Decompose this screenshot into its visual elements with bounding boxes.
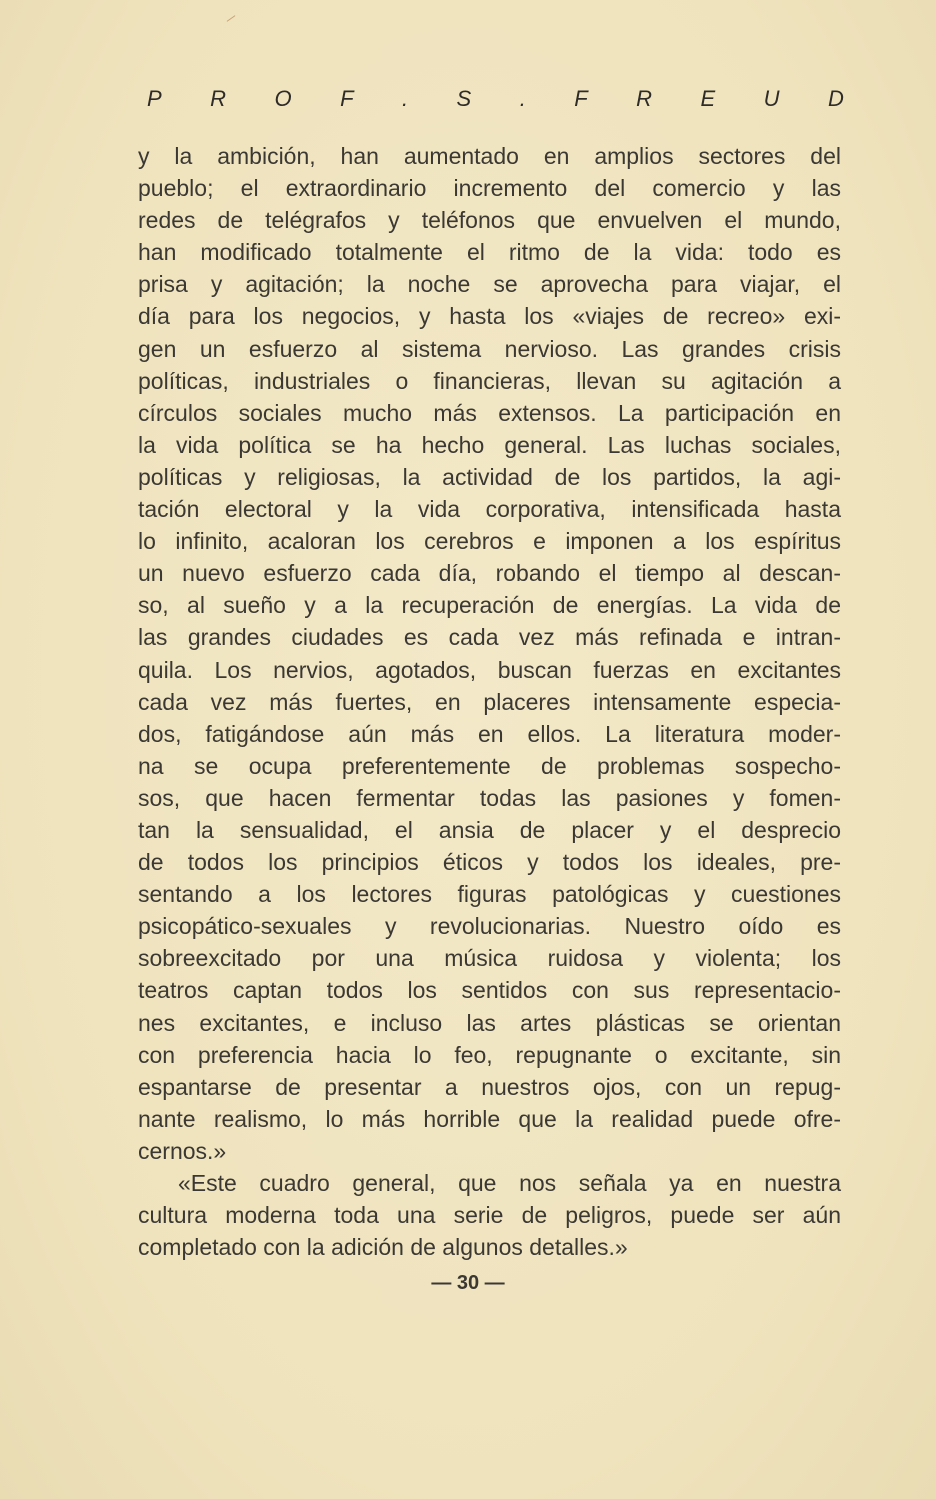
text-line: sentando a los lectores figuras patológicas y cuestiones bbox=[138, 881, 841, 908]
text-line: cernos.» bbox=[138, 1137, 227, 1164]
text-line: cada vez más fuertes, en placeres intensamente especia- bbox=[138, 688, 841, 715]
text-line: redes de telégrafos y teléfonos que envuelven el mundo, bbox=[138, 207, 841, 234]
text-line: teatros captan todos los sentidos con sus representacio- bbox=[138, 977, 841, 1004]
text-line: gen un esfuerzo al sistema nervioso. Las grandes crisis bbox=[138, 335, 841, 362]
header-letter: O bbox=[274, 86, 292, 111]
running-header bbox=[147, 86, 844, 112]
header-letter: F bbox=[574, 86, 588, 111]
text-line: día para los negocios, y hasta los «viajes de recreo» exi- bbox=[138, 303, 841, 330]
text-line: con preferencia hacia lo feo, repugnante o excitante, sin bbox=[138, 1041, 841, 1068]
header-letter: F bbox=[340, 86, 354, 111]
header-letter: E bbox=[700, 86, 716, 111]
body-text bbox=[138, 140, 841, 1263]
text-line: psicopático-sexuales y revolucionarias. Nuestro oído es bbox=[138, 913, 841, 940]
text-line: han modificado totalmente el ritmo de la vida: todo es bbox=[138, 239, 841, 266]
header-letter: R bbox=[636, 86, 653, 111]
pencil-mark bbox=[227, 15, 236, 22]
header-letter: U bbox=[763, 86, 780, 111]
text-line: pueblo; el extraordinario incremento del comercio y las bbox=[138, 175, 841, 202]
text-line: dos, fatigándose aún más en ellos. La literatura moder- bbox=[138, 720, 841, 747]
text-line: de todos los principios éticos y todos los ideales, pre- bbox=[138, 849, 841, 876]
text-line: y la ambición, han aumentado en amplios sectores del bbox=[138, 143, 841, 169]
text-line: cultura moderna toda una serie de peligros, puede ser aún bbox=[138, 1202, 841, 1229]
header-letter: . bbox=[519, 86, 526, 111]
header-letter: P bbox=[147, 86, 162, 111]
header-letter: S bbox=[456, 86, 472, 111]
text-line: nes excitantes, e incluso las artes plásticas se orientan bbox=[138, 1009, 841, 1036]
text-line: políticas, industriales o financieras, llevan su agitación a bbox=[138, 367, 841, 394]
text-line: nante realismo, lo más horrible que la realidad puede ofre- bbox=[138, 1105, 841, 1132]
text-line: «Este cuadro general, que nos señala ya en nuestra bbox=[178, 1170, 841, 1196]
text-line: lo infinito, acaloran los cerebros e imponen a los espíritus bbox=[138, 528, 841, 555]
text-line: políticas y religiosas, la actividad de los partidos, la agi- bbox=[138, 463, 841, 490]
header-letter: R bbox=[210, 86, 227, 111]
text-line: quila. Los nervios, agotados, buscan fuerzas en excitantes bbox=[138, 656, 841, 683]
text-line: completado con la adición de algunos detalles.» bbox=[138, 1234, 628, 1261]
text-line: prisa y agitación; la noche se aprovecha para viajar, el bbox=[138, 271, 841, 298]
text-line: na se ocupa preferentemente de problemas sospecho- bbox=[138, 752, 841, 779]
text-line: espantarse de presentar a nuestros ojos, con un repug- bbox=[138, 1073, 841, 1100]
header-letter: D bbox=[828, 86, 844, 111]
text-line: tan la sensualidad, el ansia de placer y el desprecio bbox=[138, 816, 841, 843]
text-line: círculos sociales mucho más extensos. La participación en bbox=[138, 399, 841, 426]
text-line: la vida política se ha hecho general. Las luchas sociales, bbox=[138, 431, 841, 458]
text-line: un nuevo esfuerzo cada día, robando el tiempo al descan- bbox=[138, 560, 841, 587]
text-line: las grandes ciudades es cada vez más refinada e intran- bbox=[138, 624, 841, 651]
text-line: sos, que hacen fermentar todas las pasiones y fomen- bbox=[138, 784, 841, 811]
text-line: sobreexcitado por una música ruidosa y violenta; los bbox=[138, 945, 841, 972]
page-number: — 30 — bbox=[431, 1272, 505, 1294]
header-letter: . bbox=[401, 86, 409, 111]
text-line: tación electoral y la vida corporativa, intensificada hasta bbox=[138, 496, 841, 523]
text-line: so, al sueño y a la recuperación de energías. La vida de bbox=[138, 592, 841, 619]
